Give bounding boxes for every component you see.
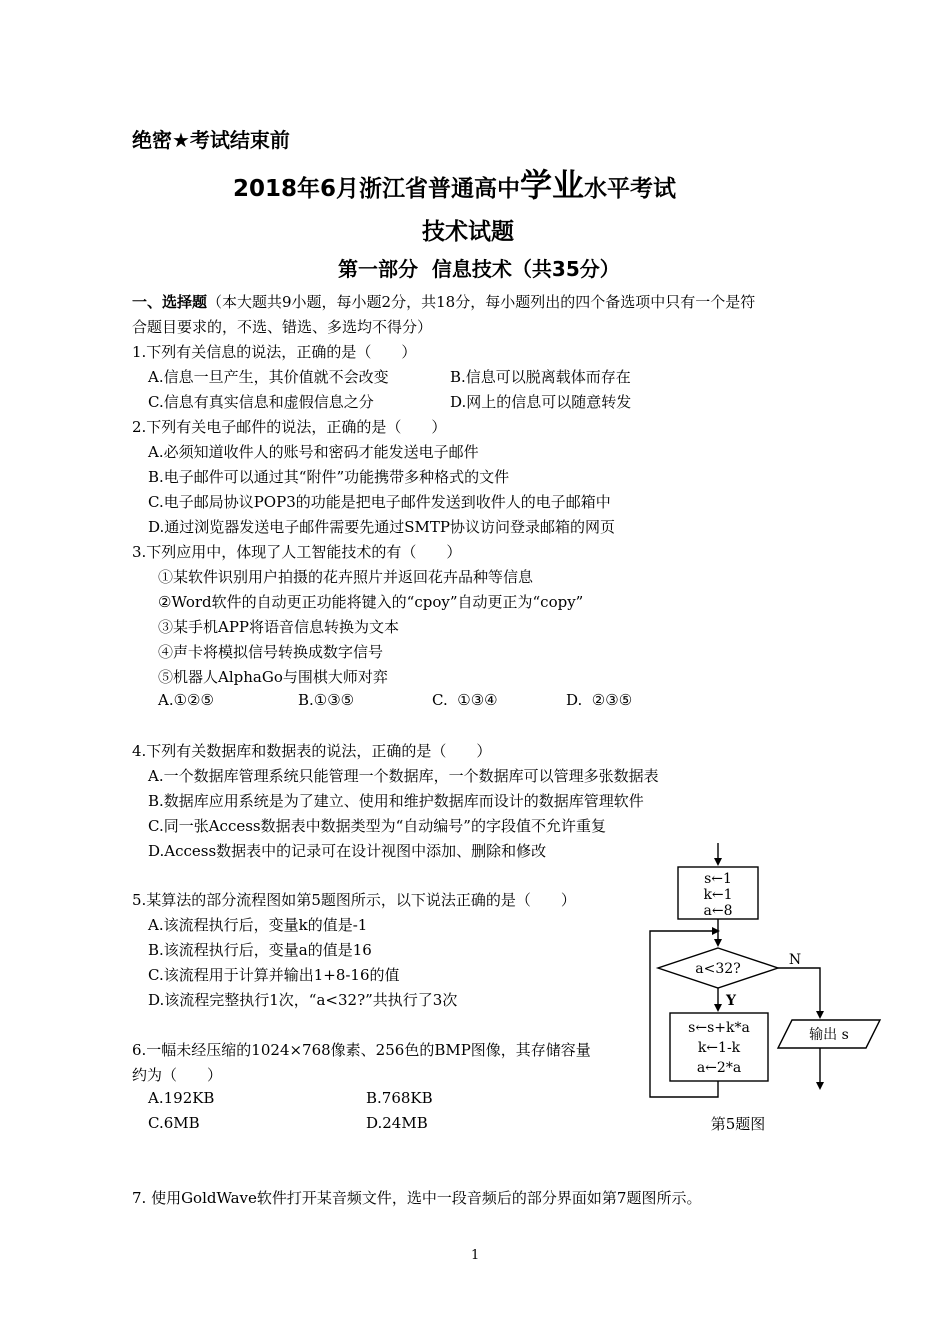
q1-option-b: B.信息可以脱离载体而存在 bbox=[450, 368, 631, 386]
q1-option-c: C.信息有真实信息和虚假信息之分 bbox=[148, 393, 374, 411]
page-number: 1 bbox=[471, 1248, 480, 1263]
q3-item-2: ②Word软件的自动更正功能将键入的“cpoy”自动更正为“copy” bbox=[158, 593, 584, 611]
q3-item-3: ③某手机APP将语音信息转换为文本 bbox=[158, 618, 400, 636]
q6-stem-line1: 6.一幅未经压缩的1024×768像素、256色的BMP图像，其存储容量 bbox=[132, 1041, 591, 1059]
q4-option-b: B.数据库应用系统是为了建立、使用和维护数据库而设计的数据库管理软件 bbox=[148, 792, 644, 810]
title-prefix: 2018年6月浙江省普通高中 bbox=[233, 176, 521, 202]
flow-caption: 第5题图 bbox=[710, 1115, 766, 1133]
q2-option-d: D.通过浏览器发送电子邮件需要先通过SMTP协议访问登录邮箱的网页 bbox=[148, 518, 615, 536]
q5-option-d: D.该流程完整执行1次，“a<32?”共执行了3次 bbox=[148, 991, 458, 1009]
q3-option-c: C. ①③④ bbox=[432, 691, 498, 709]
flow-init-line-1: s←1 bbox=[704, 871, 732, 887]
section-title: 一、选择题 bbox=[132, 293, 208, 311]
q6-stem-line2: 约为（ ） bbox=[132, 1066, 223, 1084]
flow-condition: a<32? bbox=[695, 961, 741, 977]
flow-no-arrow bbox=[778, 968, 820, 1017]
q2-option-b: B.电子邮件可以通过其“附件”功能携带多种格式的文件 bbox=[148, 468, 510, 486]
q2-stem: 2.下列有关电子邮件的说法，正确的是（ ） bbox=[132, 418, 447, 436]
q6-option-c: C.6MB bbox=[148, 1114, 200, 1132]
q4-option-d: D.Access数据表中的记录可在设计视图中添加、删除和修改 bbox=[148, 842, 547, 860]
flow-output-text: 输出 s bbox=[809, 1027, 849, 1043]
flow-body-line-2: k←1-k bbox=[697, 1040, 741, 1056]
q5-stem: 5.某算法的部分流程图如第5题图所示，以下说法正确的是（ ） bbox=[132, 891, 576, 909]
q2-option-c: C.电子邮局协议POP3的功能是把电子邮件发送到收件人的电子邮箱中 bbox=[148, 493, 611, 511]
section-instr-1: （本大题共9小题，每小题2分，共18分，每小题列出的四个备选项中只有一个是符 bbox=[207, 293, 756, 311]
q4-stem: 4.下列有关数据库和数据表的说法，正确的是（ ） bbox=[132, 742, 492, 760]
q3-option-d: D. ②③⑤ bbox=[566, 691, 633, 709]
flow-no-label: N bbox=[788, 952, 802, 968]
flow-body-line-3: a←2*a bbox=[696, 1060, 742, 1076]
q5-option-b: B.该流程执行后，变量a的值是16 bbox=[148, 941, 372, 959]
q1-stem: 1.下列有关信息的说法，正确的是（ ） bbox=[132, 343, 417, 361]
flow-init-line-3: a←8 bbox=[703, 903, 733, 919]
q7-stem: 7. 使用GoldWave软件打开某音频文件，选中一段音频后的部分界面如第7题图所示。 bbox=[132, 1189, 702, 1207]
q3-item-5: ⑤机器人AlphaGo与围棋大师对弈 bbox=[158, 668, 388, 686]
section-instr-2: 合题目要求的，不选、错选、多选均不得分） bbox=[132, 318, 433, 336]
q5-option-c: C.该流程用于计算并输出1+8-16的值 bbox=[148, 966, 400, 984]
q1-option-a: A.信息一旦产生，其价值就不会改变 bbox=[148, 368, 389, 386]
flow-body-line-1: s←s+k*a bbox=[688, 1020, 750, 1036]
q3-option-b: B.①③⑤ bbox=[298, 691, 355, 709]
q3-option-a: A.①②⑤ bbox=[158, 691, 214, 709]
q6-option-d: D.24MB bbox=[366, 1114, 428, 1132]
q3-item-4: ④声卡将模拟信号转换成数字信号 bbox=[158, 643, 384, 661]
q1-option-d: D.网上的信息可以随意转发 bbox=[450, 393, 632, 411]
subject-title: 技术试题 bbox=[422, 219, 514, 245]
title-suffix: 水平考试 bbox=[584, 176, 677, 202]
q3-item-1: ①某软件识别用户拍摄的花卉照片并返回花卉品种等信息 bbox=[158, 568, 534, 586]
q6-option-a: A.192KB bbox=[148, 1089, 215, 1107]
q4-option-c: C.同一张Access数据表中数据类型为“自动编号”的字段值不允许重复 bbox=[148, 817, 606, 835]
confidential-mark: 绝密★考试结束前 bbox=[132, 128, 290, 152]
q3-stem: 3.下列应用中，体现了人工智能技术的有（ ） bbox=[132, 543, 462, 561]
q5-option-a: A.该流程执行后，变量k的值是-1 bbox=[148, 916, 368, 934]
q2-option-a: A.必须知道收件人的账号和密码才能发送电子邮件 bbox=[148, 443, 479, 461]
q6-option-b: B.768KB bbox=[366, 1089, 433, 1107]
title-emphasis: 学业 bbox=[520, 166, 585, 204]
flow-yes-label: Y bbox=[726, 993, 736, 1009]
flow-init-line-2: k←1 bbox=[703, 887, 733, 903]
part-title: 第一部分 信息技术（共35分） bbox=[338, 257, 620, 281]
q4-option-a: A.一个数据库管理系统只能管理一个数据库，一个数据库可以管理多张数据表 bbox=[148, 767, 659, 785]
